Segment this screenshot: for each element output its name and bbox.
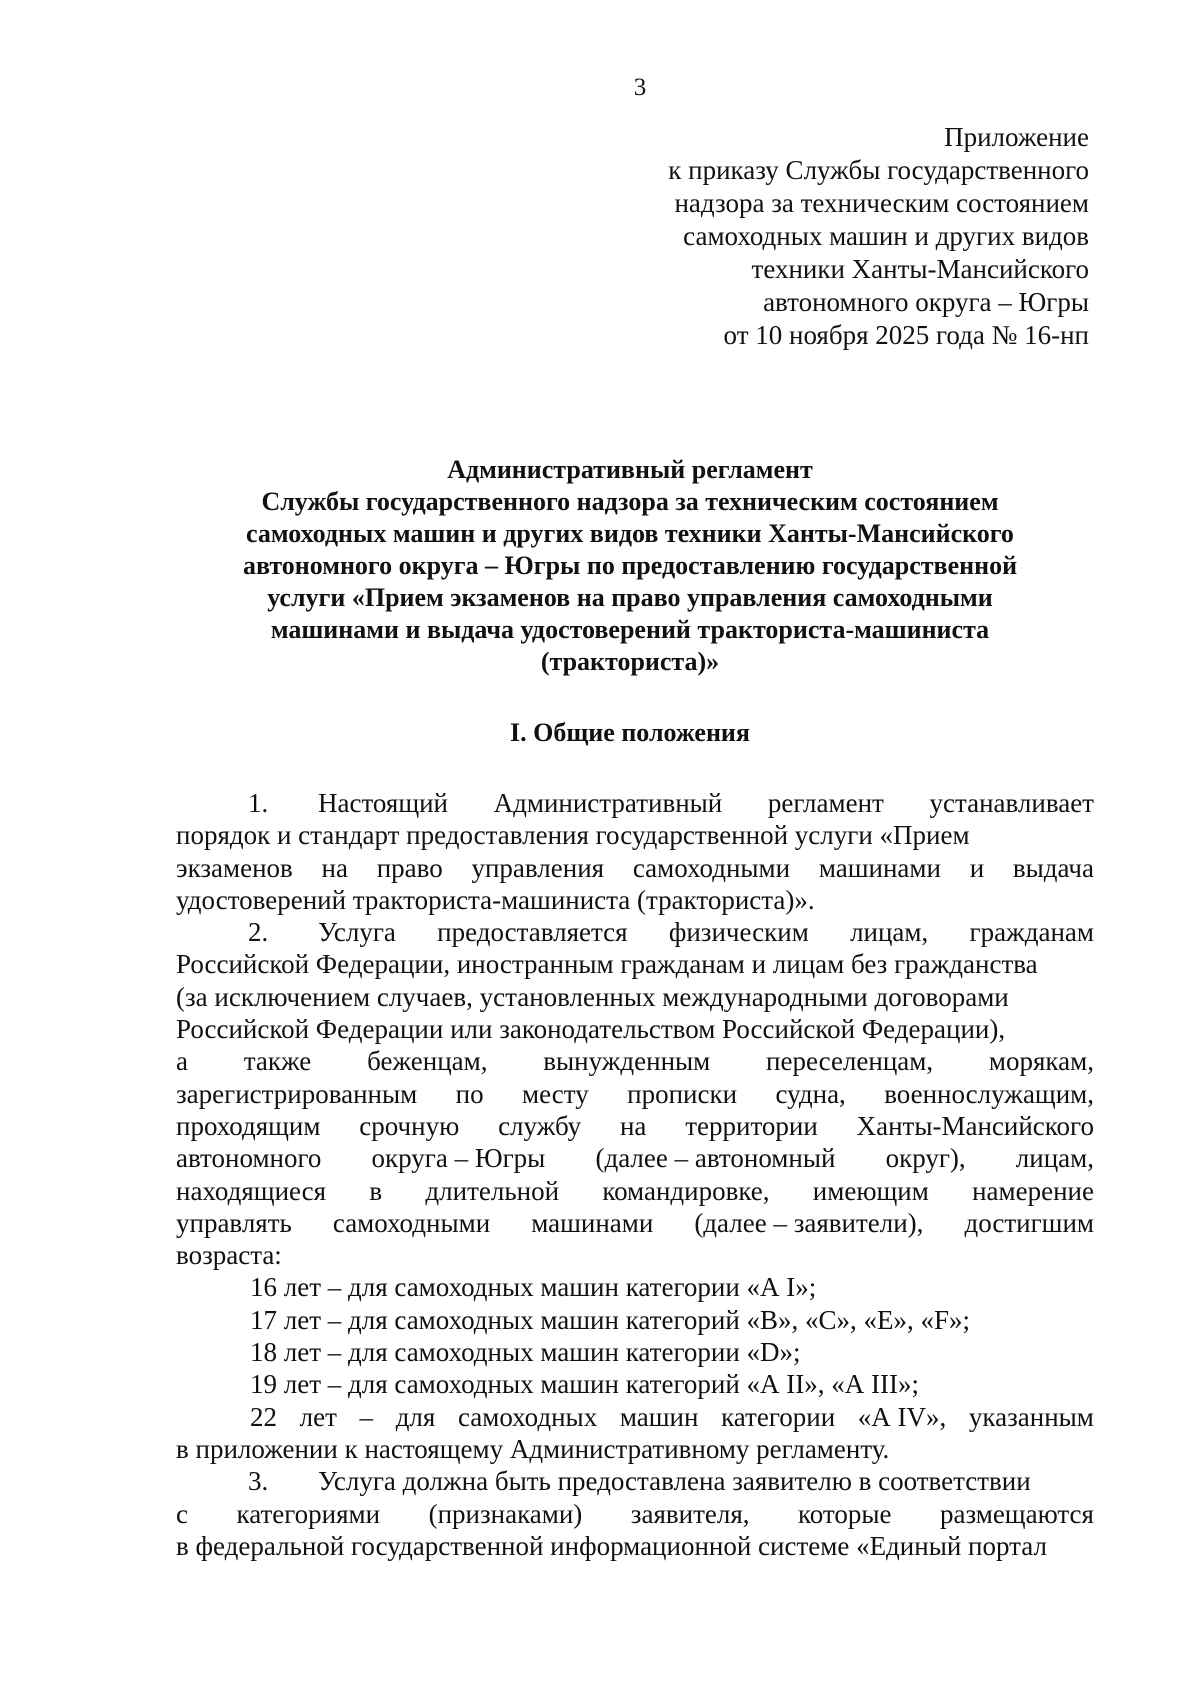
document-body <box>176 787 1094 1562</box>
paragraph-2-line-8 <box>176 1142 1094 1174</box>
age-item: 17 лет – для самоходных машин категорий «В», «С», «Е», «F»; <box>250 1304 971 1335</box>
paragraph-2-line-6 <box>176 1078 1094 1110</box>
paragraph-number: 1. <box>248 788 269 818</box>
word: управления <box>471 852 605 883</box>
paragraph-number: 2. <box>248 917 269 948</box>
paragraph-2-line-7 <box>176 1110 1094 1142</box>
appendix-line: Приложение <box>944 122 1089 152</box>
word: также <box>243 1046 312 1077</box>
document-title <box>180 454 1080 678</box>
title-line: услуги «Прием экзаменов на право управления самоходными <box>267 583 993 612</box>
word: выдача <box>1012 852 1094 883</box>
word: (признаками) <box>428 1498 583 1529</box>
word: длительной <box>425 1175 560 1206</box>
title-line: машинами и выдача удостоверений тракториста-машиниста <box>270 615 990 644</box>
word: Услуга <box>318 917 396 948</box>
word: размещаются <box>939 1498 1094 1529</box>
age-item: 18 лет – для самоходных машин категории «D»; <box>250 1337 801 1368</box>
title-line: автономного округа – Югры по предоставлению государственной <box>242 551 1018 580</box>
word: лицам, <box>1015 1143 1094 1174</box>
word: (далее – автономный <box>595 1143 836 1174</box>
word: – <box>359 1401 374 1432</box>
word: предоставляется <box>437 917 628 948</box>
paragraph-1-line-2: порядок и стандарт предоставления государственной услуги «Прием <box>176 820 970 851</box>
word: управлять <box>176 1207 292 1238</box>
appendix-line: техники Ханты-Мансийского <box>751 254 1089 284</box>
age-item-22 <box>176 1401 1094 1433</box>
paragraph-1-line-4: удостоверений тракториста-машиниста (тракториста)». <box>176 884 815 915</box>
word: и <box>969 852 985 883</box>
word: Настоящий <box>318 788 449 818</box>
word: а <box>176 1046 188 1077</box>
word: срочную <box>359 1110 460 1141</box>
word: имеющим <box>812 1175 929 1206</box>
word: округ), <box>885 1143 966 1174</box>
paragraph-2-line-5 <box>176 1045 1094 1077</box>
word: которые <box>798 1498 892 1529</box>
paragraph-1-line-1 <box>176 787 1094 819</box>
paragraph-1-line-3 <box>176 852 1094 884</box>
word: переселенцам, <box>766 1046 934 1077</box>
word: намерение <box>972 1175 1094 1206</box>
title-line: Административный регламент <box>447 455 813 484</box>
word: на <box>619 1110 647 1141</box>
paragraph-2-line-2: Российской Федерации, иностранным гражданам и лицам без гражданства <box>176 949 1038 980</box>
paragraph-2-line-11: возраста: <box>176 1240 282 1271</box>
word: лицам, <box>850 917 929 948</box>
word: беженцам, <box>367 1046 488 1077</box>
word: машин <box>619 1401 699 1432</box>
word: самоходных <box>457 1401 598 1432</box>
word: судна, <box>775 1078 846 1109</box>
paragraph-2-line-10 <box>176 1207 1094 1239</box>
page-number: 3 <box>633 74 647 101</box>
paragraph-3-line-2 <box>176 1498 1094 1530</box>
paragraph-3-line-1 <box>176 1465 1094 1497</box>
word: 22 <box>250 1401 277 1432</box>
word: автономного <box>176 1143 322 1174</box>
word: военнослужащим, <box>884 1078 1094 1109</box>
word: достигшим <box>964 1207 1094 1238</box>
appendix-line: надзора за техническим состоянием <box>674 188 1089 218</box>
age-item-22-line-2: в приложении к настоящему Административному регламенту. <box>176 1433 890 1464</box>
appendix-line: самоходных машин и других видов <box>683 221 1089 251</box>
word: физическим <box>668 917 809 948</box>
paragraph-3-text: Услуга должна быть предоставлена заявителю в соответствии <box>318 1466 1031 1497</box>
paragraph-2-line-4: Российской Федерации или законодательством Российской Федерации), <box>176 1014 1006 1045</box>
word: лет <box>299 1401 337 1432</box>
appendix-line: автономного округа – Югры <box>763 287 1089 317</box>
word: устанавливает <box>929 788 1094 818</box>
word: категориями <box>236 1498 381 1529</box>
section-heading: I. Общие положения <box>510 718 750 747</box>
word: заявителя, <box>630 1498 750 1529</box>
word: самоходными <box>332 1207 491 1238</box>
appendix-line: от 10 ноября 2025 года № 16-нп <box>723 320 1089 350</box>
age-item: 19 лет – для самоходных машин категорий «А II», «А III»; <box>250 1369 919 1400</box>
word: самоходными <box>632 852 791 883</box>
word: месту <box>522 1078 589 1109</box>
word: машинами <box>818 852 941 883</box>
word: Административный <box>493 788 723 818</box>
paragraph-2-line-1 <box>176 916 1094 948</box>
word: командировке, <box>602 1175 770 1206</box>
appendix-line: к приказу Службы государственного <box>668 155 1089 185</box>
word: Ханты-Мансийского <box>856 1110 1094 1141</box>
word: машинами <box>531 1207 654 1238</box>
word: с <box>176 1498 188 1529</box>
title-line: (тракториста)» <box>540 647 720 676</box>
word: право <box>376 852 443 883</box>
title-line: Службы государственного надзора за техническим состоянием <box>261 487 999 516</box>
word: (далее – заявители), <box>694 1207 924 1238</box>
word: округа – Югры <box>371 1143 546 1174</box>
title-line: самоходных машин и других видов техники Ханты-Мансийского <box>246 519 1014 548</box>
word: прописки <box>627 1078 738 1109</box>
paragraph-number: 3. <box>248 1466 269 1497</box>
word: экзаменов <box>176 852 293 883</box>
age-item: 16 лет – для самоходных машин категории «А I»; <box>250 1272 817 1303</box>
word: в <box>369 1175 383 1206</box>
word: гражданам <box>969 917 1094 948</box>
word: службу <box>498 1110 582 1141</box>
paragraph-2-line-3: (за исключением случаев, установленных международными договорами <box>176 981 1009 1012</box>
word: находящиеся <box>176 1175 327 1206</box>
word: «А IV», <box>857 1401 947 1432</box>
word: проходящим <box>176 1110 321 1141</box>
word: на <box>321 852 348 883</box>
word: территории <box>685 1110 818 1141</box>
word: зарегистрированным <box>176 1078 418 1109</box>
word: морякам, <box>988 1046 1094 1077</box>
word: для <box>395 1401 436 1432</box>
paragraph-3-line-3: в федеральной государственной информационной системе «Единый портал <box>176 1530 1047 1561</box>
word: по <box>455 1078 484 1109</box>
word: вынужденным <box>543 1046 711 1077</box>
appendix-block <box>668 121 1089 352</box>
word: указанным <box>968 1401 1094 1432</box>
paragraph-2-line-9 <box>176 1175 1094 1207</box>
word: регламент <box>767 788 884 818</box>
word: категории <box>721 1401 836 1432</box>
